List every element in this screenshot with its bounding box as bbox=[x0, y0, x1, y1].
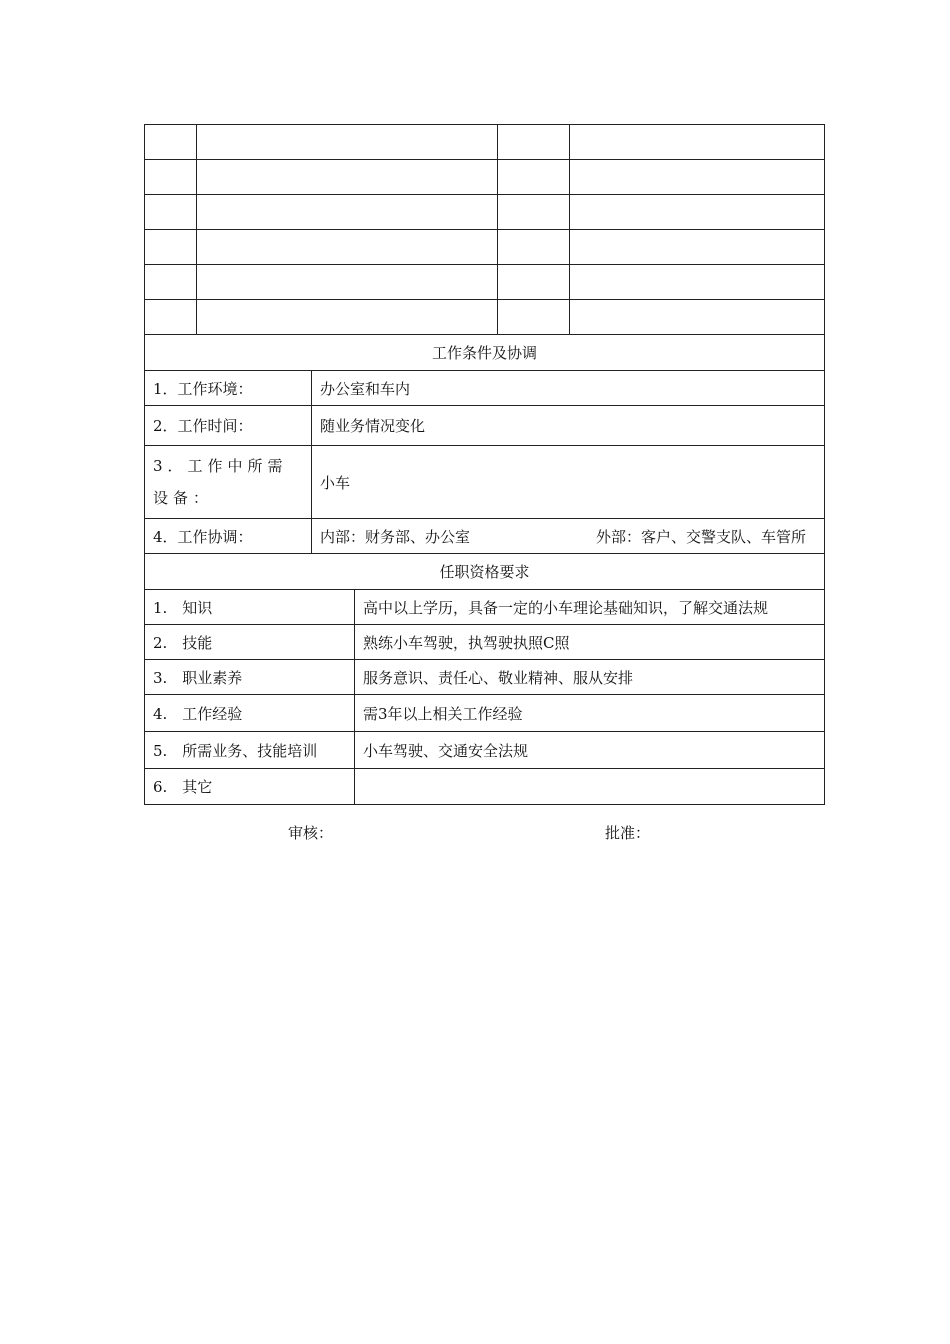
coordination-external: 外部：客户、交警支队、车管所 bbox=[595, 527, 806, 546]
qualifications-title: 任职资格要求 bbox=[439, 563, 530, 581]
grid-cell bbox=[145, 195, 197, 229]
equipment-value: 小车 bbox=[320, 473, 351, 492]
grid-cell bbox=[570, 230, 824, 264]
qualification-label: 5. 所需业务、技能培训 bbox=[145, 732, 355, 768]
grid-cell bbox=[570, 125, 824, 159]
qualification-label: 2. 技能 bbox=[145, 625, 355, 659]
table-row bbox=[145, 660, 824, 695]
grid-cell bbox=[498, 195, 570, 229]
grid-cell bbox=[570, 265, 824, 299]
grid-cell bbox=[145, 265, 197, 299]
qualification-value: 服务意识、责任心、敬业精神、服从安排 bbox=[363, 668, 634, 687]
grid-cell bbox=[197, 230, 498, 264]
table-row bbox=[145, 160, 824, 195]
coordination-value bbox=[312, 519, 824, 553]
table-row bbox=[145, 590, 824, 625]
grid-cell bbox=[570, 195, 824, 229]
grid-cell bbox=[145, 125, 197, 159]
table-row bbox=[145, 446, 824, 519]
grid-cell bbox=[498, 125, 570, 159]
table-row bbox=[145, 519, 824, 554]
qualifications-table bbox=[144, 554, 825, 805]
table-row bbox=[145, 125, 824, 160]
section-header-row bbox=[145, 335, 824, 371]
table-row bbox=[145, 732, 824, 769]
table-row bbox=[145, 230, 824, 265]
time-label: 2．工作时间： bbox=[145, 406, 312, 445]
grid-cell bbox=[570, 160, 824, 194]
grid-cell bbox=[145, 160, 197, 194]
environment-value: 办公室和车内 bbox=[320, 379, 411, 398]
coordination-internal: 内部：财务部、办公室 bbox=[320, 527, 471, 546]
qualification-label: 3. 职业素养 bbox=[145, 660, 355, 694]
grid-cell bbox=[498, 160, 570, 194]
equipment-label: 3．工作中所需设备： bbox=[145, 446, 312, 518]
table-row bbox=[145, 300, 824, 335]
grid-cell bbox=[145, 230, 197, 264]
table-row bbox=[145, 406, 824, 446]
coordination-label: 4．工作协调： bbox=[145, 519, 312, 553]
qualification-value: 小车驾驶、交通安全法规 bbox=[363, 741, 529, 760]
environment-label: 1．工作环境： bbox=[145, 371, 312, 405]
qualification-label: 1. 知识 bbox=[145, 590, 355, 624]
grid-cell bbox=[197, 125, 498, 159]
work-conditions-table bbox=[144, 335, 825, 554]
table-row bbox=[145, 695, 824, 732]
grid-cell bbox=[197, 195, 498, 229]
grid-cell bbox=[498, 265, 570, 299]
qualification-value bbox=[355, 769, 824, 804]
table-row bbox=[145, 195, 824, 230]
qualification-label: 4. 工作经验 bbox=[145, 695, 355, 731]
time-value: 随业务情况变化 bbox=[320, 417, 426, 435]
table-row bbox=[145, 265, 824, 300]
section-header-row bbox=[145, 554, 824, 590]
review-label: 审核： bbox=[288, 824, 334, 842]
empty-grid-table bbox=[144, 124, 825, 335]
qualification-value: 高中以上学历，具备一定的小车理论基础知识，了解交通法规 bbox=[363, 598, 769, 617]
grid-cell bbox=[197, 160, 498, 194]
grid-cell bbox=[498, 300, 570, 334]
grid-cell bbox=[197, 300, 498, 334]
grid-cell bbox=[498, 230, 570, 264]
qualification-label: 6. 其它 bbox=[145, 769, 355, 804]
work-conditions-title: 工作条件及协调 bbox=[431, 344, 537, 362]
approve-label: 批准： bbox=[605, 824, 651, 842]
table-row bbox=[145, 769, 824, 805]
grid-cell bbox=[197, 265, 498, 299]
table-row bbox=[145, 371, 824, 406]
qualification-value: 熟练小车驾驶，执驾驶执照C照 bbox=[363, 633, 570, 652]
qualification-value: 需3年以上相关工作经验 bbox=[363, 704, 523, 723]
table-row bbox=[145, 625, 824, 660]
grid-cell bbox=[570, 300, 824, 334]
grid-cell bbox=[145, 300, 197, 334]
